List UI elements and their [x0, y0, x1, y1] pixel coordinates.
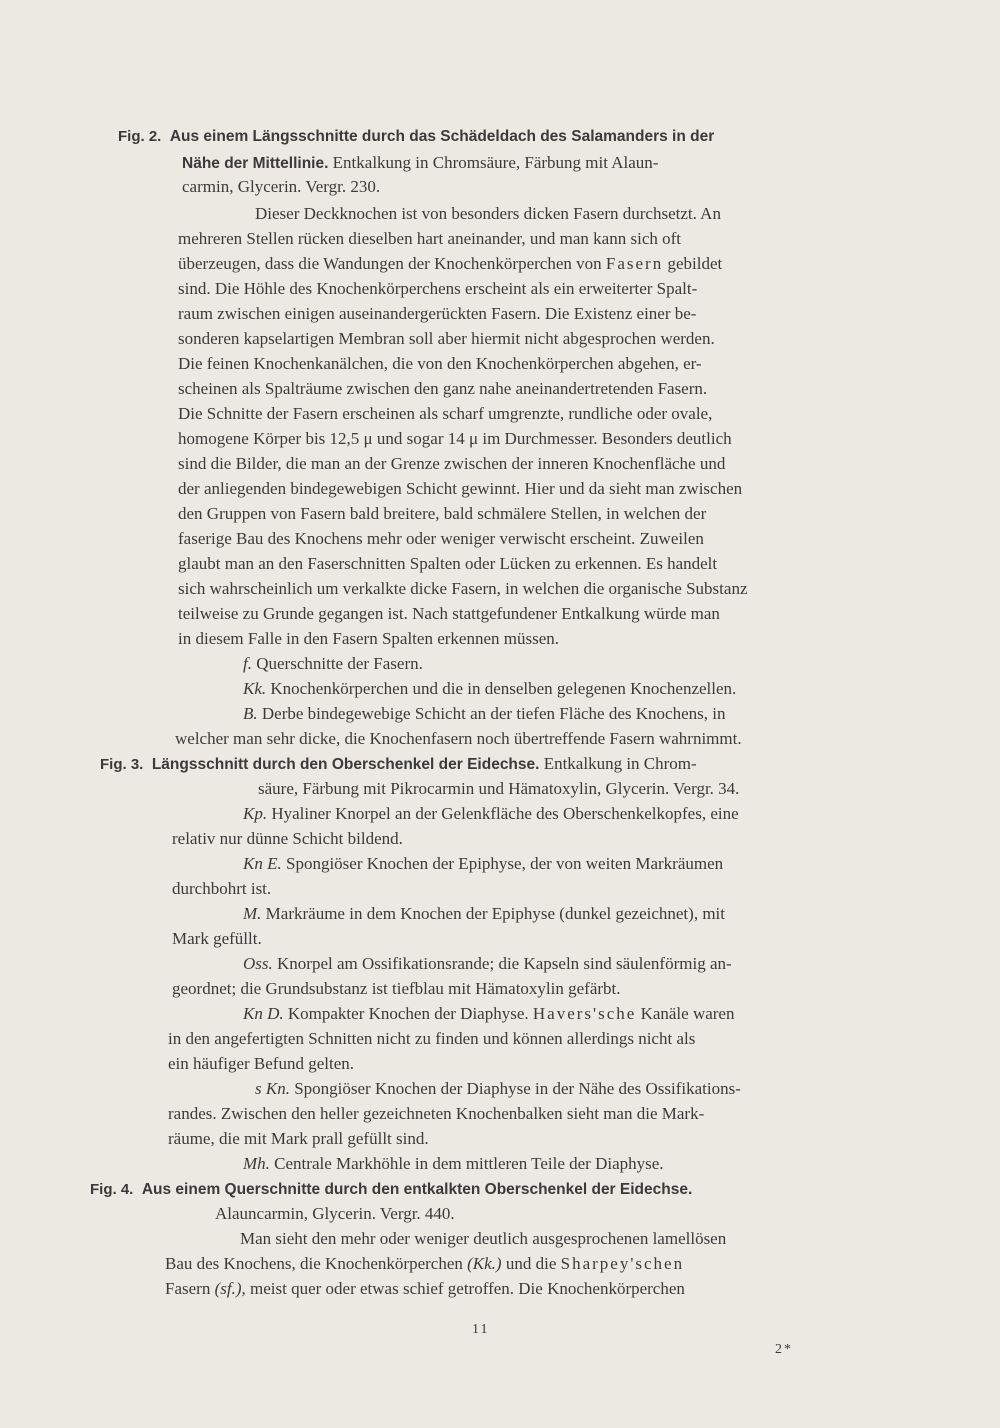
fig2-line-20: in diesem Falle in den Fasern Spalten erkennen müssen.	[178, 629, 559, 648]
fig2-method: Entkalkung in Chromsäure, Färbung mit Alaun-	[328, 153, 659, 172]
abbr-m: M.	[243, 904, 262, 923]
legend-kk-text: Knochenkörperchen und die in denselben gelegenen Knochenzellen.	[266, 679, 737, 698]
legend-mh-text: Centrale Markhöhle in dem mittleren Teile der Diaphyse.	[269, 1154, 664, 1173]
fig2-title: Aus einem Längsschnitte durch das Schädeldach des Salamanders in der	[169, 128, 715, 145]
fig2-line-18: sich wahrscheinlich um verkalkte dicke Fasern, in welchen die organische Substanz	[178, 579, 748, 598]
legend-f-text: Querschnitte der Fasern.	[251, 654, 423, 673]
legend-kne-text: Spongiöser Knochen der Epiphyse, der von weiten Markräumen	[281, 854, 724, 873]
fig2-line-1	[182, 151, 658, 176]
fig3-legend-knd-2: in den angefertigten Schnitten nicht zu finden und können allerdings nicht als	[168, 1029, 696, 1048]
fig3-legend-kp	[243, 802, 739, 826]
legend-knd-end: Kanäle waren	[636, 1004, 735, 1023]
fig2-legend-kk	[243, 677, 736, 701]
fig3-legend-m	[243, 902, 725, 926]
fig2-title-cont: Nähe der Mittellinie.	[182, 155, 329, 172]
fig3-legend-mh	[243, 1152, 664, 1176]
spaced-sharpey: Sharpey'schen	[560, 1254, 685, 1273]
fig3-legend-oss-2: geordnet; die Grundsubstanz ist tiefblau mit Hämatoxylin gefärbt.	[172, 979, 621, 998]
fig3-legend-skn-2: randes. Zwischen den heller gezeichneten Knochenbalken sieht man die Mark-	[168, 1104, 705, 1123]
fig3-legend-skn	[255, 1077, 741, 1101]
fig2-line-7: raum zwischen einigen auseinandergerückten Fasern. Die Existenz einer be-	[178, 304, 697, 323]
fig3-legend-kp-2: relativ nur dünne Schicht bildend.	[172, 829, 403, 848]
fig3-legend-m-2: Mark gefüllt.	[172, 929, 262, 948]
fig2-line-2: carmin, Glycerin. Vergr. 230.	[182, 177, 381, 196]
abbr-kp: Kp.	[243, 804, 268, 823]
fig2-line-16: faserige Bau des Knochens mehr oder weniger verwischt erscheint. Zuweilen	[178, 529, 704, 548]
abbr-oss: Oss.	[243, 954, 273, 973]
fig2-line-10: scheinen als Spalträume zwischen den ganz nahe aneinandertretenden Fasern.	[178, 379, 708, 398]
fig3-legend-kne	[243, 852, 723, 876]
fig3-legend-kne-2: durchbohrt ist.	[172, 879, 272, 898]
fig2-line-17: glaubt man an den Faserschnitten Spalten oder Lücken zu erkennen. Es handelt	[178, 554, 718, 573]
fig2-line-5	[178, 252, 722, 276]
fig2-line-5-end: gebildet	[667, 254, 723, 273]
fig3-title: Längsschnitt durch den Oberschenkel der Eidechse.	[151, 756, 540, 773]
fig2-line-15: den Gruppen von Fasern bald breitere, bald schmälere Stellen, in welchen der	[178, 504, 707, 523]
fig4-line-4	[165, 1252, 684, 1276]
legend-oss-text: Knorpel am Ossifikationsrande; die Kapseln sind säulenförmig an-	[272, 954, 732, 973]
spaced-havers: Havers'sche	[532, 1004, 637, 1023]
abbr-kk: Kk.	[243, 679, 267, 698]
fig4-line-3: Man sieht den mehr oder weniger deutlich ausgesprochenen lamellösen	[240, 1229, 727, 1248]
fig2-line-9: Die feinen Knochenkanälchen, die von den Knochenkörperchen abgehen, er-	[178, 354, 702, 373]
abbr-f: f.	[243, 654, 252, 673]
fig2-line-11: Die Schnitte der Fasern erscheinen als scharf umgrenzte, rundliche oder ovale,	[178, 404, 713, 423]
fig4-line-4-mid: und die	[501, 1254, 561, 1273]
fig4-ref-kk: (Kk.)	[467, 1254, 502, 1273]
legend-kp-text: Hyaliner Knorpel an der Gelenkfläche des Oberschenkelkopfes, eine	[267, 804, 739, 823]
fig4-line-5-start: Fasern	[165, 1279, 215, 1298]
abbr-kne: Kn E.	[243, 854, 282, 873]
fig3-heading	[100, 752, 697, 777]
legend-b-text: Derbe bindegewebige Schicht an der tiefen Fläche des Knochens, in	[257, 704, 726, 723]
fig2-line-14: der anliegenden bindegewebigen Schicht gewinnt. Hier und da sieht man zwischen	[178, 479, 743, 498]
fig2-label: Fig. 2.	[118, 128, 162, 145]
legend-m-text: Markräume in dem Knochen der Epiphyse (dunkel gezeichnet), mit	[261, 904, 725, 923]
abbr-knd: Kn D.	[243, 1004, 284, 1023]
fig2-line-8: sonderen kapselartigen Membran soll aber hiermit nicht abgesprochen werden.	[178, 329, 715, 348]
legend-knd-text: Kompakter Knochen der Diaphyse.	[283, 1004, 529, 1023]
fig3-legend-skn-3: räume, die mit Mark prall gefüllt sind.	[168, 1129, 429, 1148]
abbr-skn: s Kn.	[255, 1079, 290, 1098]
page-number: 11	[472, 1322, 490, 1337]
fig2-legend-b-2: welcher man sehr dicke, die Knochenfasern noch übertreffende Fasern wahrnimmt.	[175, 729, 742, 748]
fig4-line-5	[165, 1277, 685, 1301]
fig2-line-3: Dieser Deckknochen ist von besonders dicken Fasern durchsetzt. An	[255, 204, 721, 223]
fig4-heading	[90, 1177, 692, 1202]
fig2-line-5-text: überzeugen, dass die Wandungen der Knochenkörperchen von	[178, 254, 602, 273]
fig2-legend-f	[243, 652, 423, 676]
abbr-b: B.	[243, 704, 258, 723]
fig2-line-12: homogene Körper bis 12,5 μ und sogar 14 μ im Durchmesser. Besonders deutlich	[178, 429, 732, 448]
fig4-ref-sf: (sf.),	[214, 1279, 246, 1298]
fig2-legend-b	[243, 702, 725, 726]
fig3-method: Entkalkung in Chrom-	[539, 754, 697, 773]
fig4-title: Aus einem Querschnitte durch den entkalkten Oberschenkel der Eidechse.	[141, 1181, 693, 1198]
fig2-line-19: teilweise zu Grunde gegangen ist. Nach stattgefundener Entkalkung würde man	[178, 604, 720, 623]
fig3-line-2: säure, Färbung mit Pikrocarmin und Hämatoxylin, Glycerin. Vergr. 34.	[258, 779, 740, 798]
abbr-mh: Mh.	[243, 1154, 270, 1173]
fig2-spaced-fasern: Fasern	[605, 254, 664, 273]
fig3-legend-knd-3: ein häufiger Befund gelten.	[168, 1054, 354, 1073]
fig3-legend-oss	[243, 952, 732, 976]
fig3-label: Fig. 3.	[100, 756, 144, 773]
fig3-legend-knd	[243, 1002, 734, 1026]
sheet-signature: 2*	[775, 1342, 793, 1357]
fig4-label: Fig. 4.	[90, 1181, 134, 1198]
fig2-line-6: sind. Die Höhle des Knochenkörperchens erscheint als ein erweiterter Spalt-	[178, 279, 698, 298]
legend-skn-text: Spongiöser Knochen der Diaphyse in der Nähe des Ossifikations-	[289, 1079, 741, 1098]
fig4-line-5-end: meist quer oder etwas schief getroffen. Die Knochenkörperchen	[245, 1279, 685, 1298]
fig2-line-4: mehreren Stellen rücken dieselben hart aneinander, und man kann sich oft	[178, 229, 681, 248]
fig4-line-4-start: Bau des Knochens, die Knochenkörperchen	[165, 1254, 468, 1273]
fig2-heading	[118, 124, 714, 149]
fig2-line-13: sind die Bilder, die man an der Grenze zwischen der inneren Knochenfläche und	[178, 454, 726, 473]
fig4-line-2: Alauncarmin, Glycerin. Vergr. 440.	[215, 1204, 455, 1223]
